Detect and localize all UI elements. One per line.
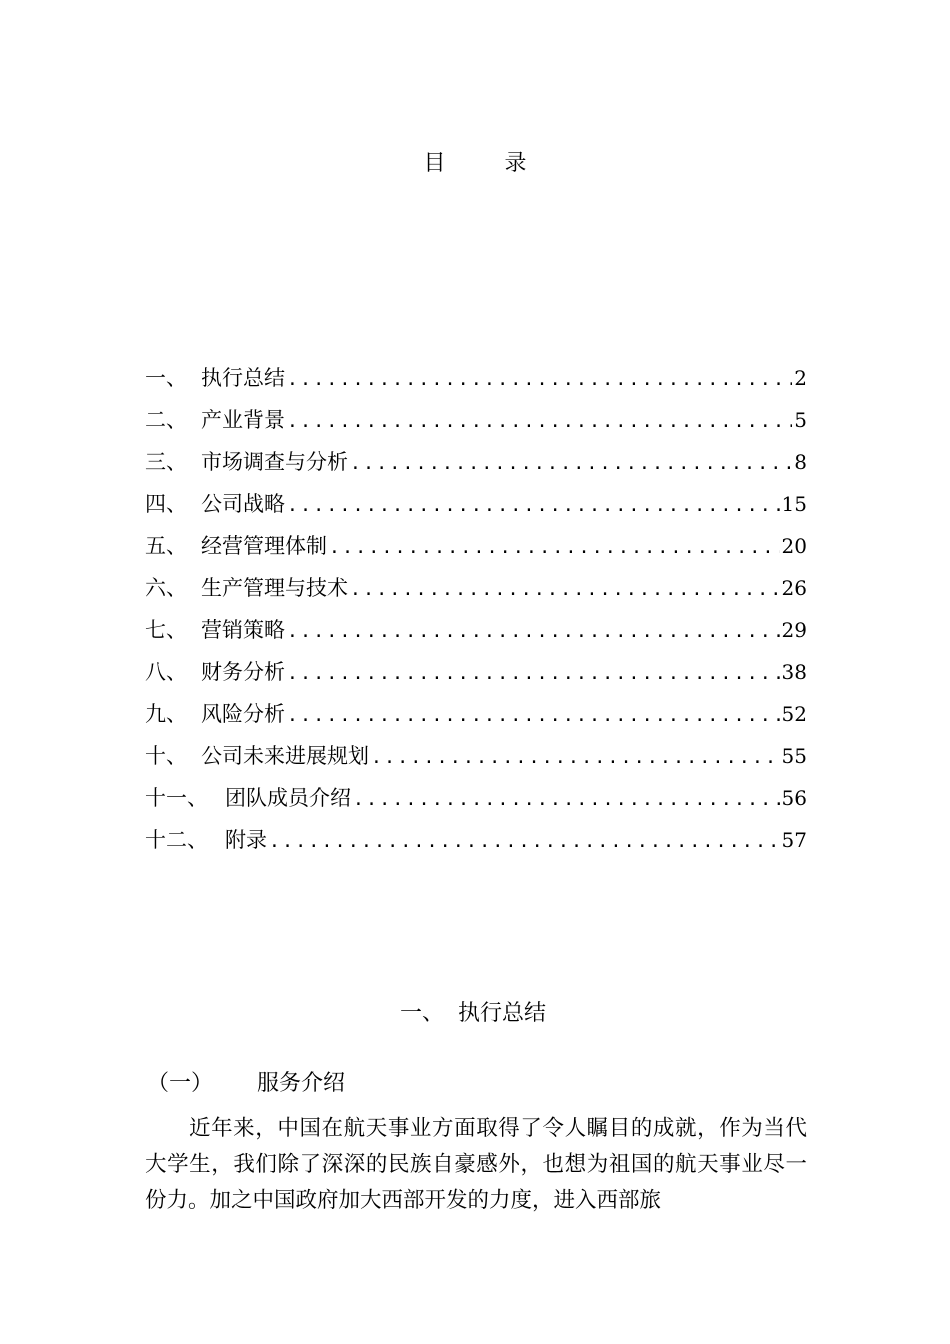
toc-entry-page: 26 [781,576,807,600]
toc-entry-number: 五、 [145,534,187,558]
toc-entry-label: 附录 [225,828,267,852]
subsection-number: （一） [147,1071,214,1096]
toc-entry[interactable] [145,614,807,656]
toc-entry-page: 52 [781,702,807,726]
toc-leader-dots [287,700,780,732]
toc-leader-dots [287,406,792,438]
toc-leader-dots [287,616,780,648]
toc-entry-number: 十一、 [145,786,208,810]
toc-leader-dots [287,364,792,396]
toc-entry-label: 公司战略 [201,492,285,516]
toc-entry[interactable] [145,362,807,404]
toc-entry-label: 风险分析 [201,702,285,726]
section-heading [400,996,546,1027]
toc-entry-page: 55 [781,744,807,768]
toc-leader-dots [353,784,780,816]
subsection-title: 服务介绍 [257,1071,346,1096]
section-number: 一、 [400,1001,445,1026]
toc-entry-page: 5 [794,408,807,432]
toc-entry-number: 十二、 [145,828,208,852]
toc-entry-number: 二、 [145,408,187,432]
toc-entry[interactable] [145,572,807,614]
toc-leader-dots [350,574,780,606]
toc-entry[interactable] [145,656,807,698]
toc-leader-dots [287,490,780,522]
toc-entry-page: 2 [794,366,807,390]
toc-entry-label: 经营管理体制 [201,534,327,558]
toc-entry-label: 营销策略 [201,618,285,642]
toc-entry-page: 38 [781,660,807,684]
toc-entry[interactable] [145,698,807,740]
toc-entry-label: 市场调查与分析 [201,450,348,474]
toc-entry-label: 财务分析 [201,660,285,684]
toc-entry-label: 产业背景 [201,408,285,432]
toc-leader-dots [350,448,792,480]
toc-leader-dots [371,742,780,774]
toc-entry[interactable] [145,530,807,572]
toc-entry-page: 20 [781,534,807,558]
toc-entry-number: 三、 [145,450,187,474]
subsection-heading [147,1066,345,1097]
toc-entry-number: 七、 [145,618,187,642]
toc-leader-dots [287,658,780,690]
toc-entry[interactable] [145,404,807,446]
toc-entry-page: 29 [781,618,807,642]
toc-entry[interactable] [145,782,807,824]
body-paragraph: 近年来，中国在航天事业方面取得了令人瞩目的成就，作为当代大学生，我们除了深深的民族自豪感外，也想为祖国的航天事业尽一份力。加之中国政府加大西部开发的力度，进入西部旅 [145,1116,807,1213]
table-of-contents [145,362,807,866]
toc-entry-number: 六、 [145,576,187,600]
toc-entry[interactable] [145,824,807,866]
toc-title: 目 录 [423,151,553,176]
toc-entry-number: 九、 [145,702,187,726]
toc-entry[interactable] [145,488,807,530]
toc-entry[interactable] [145,446,807,488]
toc-entry-page: 15 [781,492,807,516]
toc-entry-label: 执行总结 [201,366,285,390]
toc-entry-page: 56 [781,786,807,810]
toc-entry-page: 8 [794,450,807,474]
toc-entry-page: 57 [781,828,807,852]
toc-leader-dots [329,532,780,564]
toc-leader-dots [269,826,780,858]
toc-entry-number: 一、 [145,366,187,390]
toc-entry-label: 公司未来进展规划 [201,744,369,768]
section-title: 执行总结 [458,1001,547,1026]
toc-entry[interactable] [145,740,807,782]
toc-entry-label: 团队成员介绍 [225,786,351,810]
toc-entry-number: 八、 [145,660,187,684]
toc-entry-label: 生产管理与技术 [201,576,348,600]
toc-entry-number: 四、 [145,492,187,516]
toc-entry-number: 十、 [145,744,187,768]
